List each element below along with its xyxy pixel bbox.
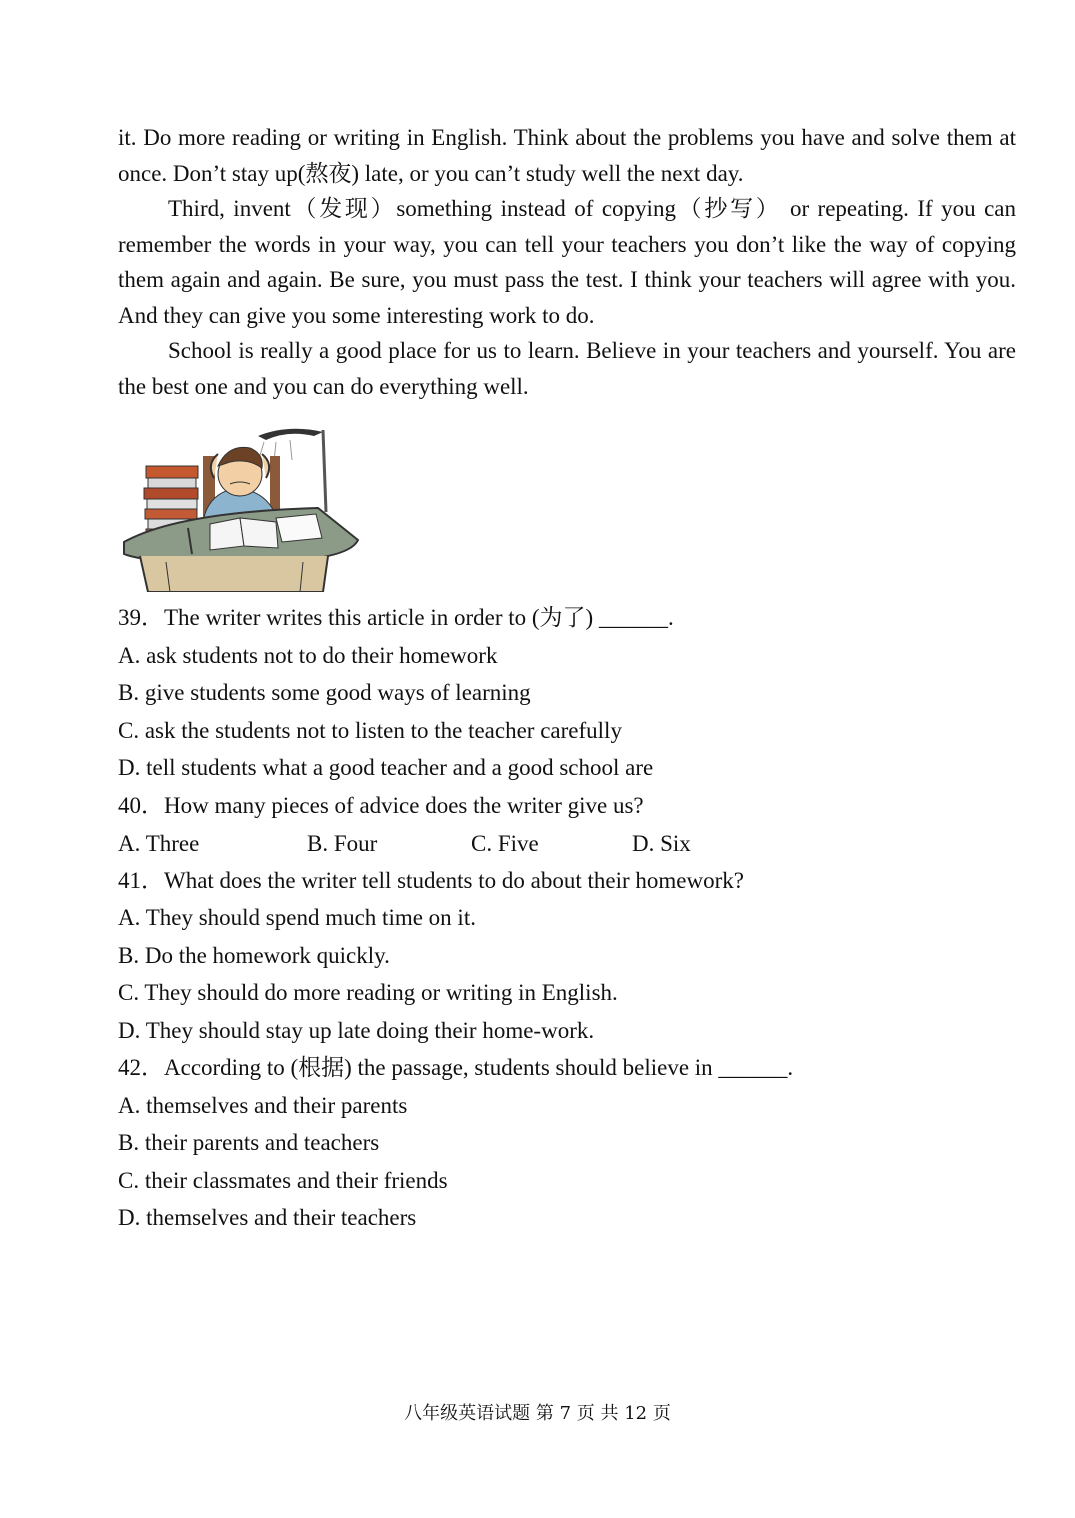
question-40-option-c: C. Five (471, 831, 539, 856)
question-41: 41．What does the writer tell students to do about their homework? (118, 868, 744, 893)
student-studying-illustration (118, 422, 363, 592)
passage-paragraph-2 (118, 191, 1016, 333)
question-41-option-d: D. They should stay up late doing their home-work. (118, 1018, 595, 1043)
question-39: 39．The writer writes this article in order to (为了) ______. (118, 605, 674, 630)
question-39-option-d: D. tell students what a good teacher and a good school are (118, 755, 654, 780)
question-42: 42．According to (根据) the passage, students should believe in ______. (118, 1055, 794, 1080)
page-footer: 八年级英语试题 第 7 页 共 12 页 (404, 1403, 671, 1424)
question-42-option-b: B. their parents and teachers (118, 1130, 380, 1155)
passage-paragraph-3 (118, 333, 1016, 404)
question-40-option-b: B. Four (307, 831, 378, 856)
question-40-option-a: A. Three (118, 831, 200, 856)
question-41-option-a: A. They should spend much time on it. (118, 905, 476, 930)
passage-paragraph-2-text: Third, invent（发现）something instead of copying（抄写） or repeating. If you can remember the words in your way, you can tell your teachers you don’t like the way of copying them again and again. Be sure, you must pass the test. I think your teachers will agree with you. And they can give you some interesting work to do. (118, 196, 1016, 328)
question-39-option-c: C. ask the students not to listen to the teacher carefully (118, 718, 622, 743)
passage-paragraph-3-text: School is really a good place for us to learn. Believe in your teachers and yourself. You are the best one and you can do everything well. (118, 338, 1016, 399)
question-39-option-a: A. ask students not to do their homework (118, 643, 498, 668)
question-40-options (118, 829, 818, 859)
question-42-option-d: D. themselves and their teachers (118, 1205, 417, 1230)
passage-paragraph-1: it. Do more reading or writing in English. Think about the problems you have and solve them at once. Don’t stay up(熬夜) late, or you can’t study well the next day. (118, 125, 1016, 186)
question-42-option-c: C. their classmates and their friends (118, 1168, 448, 1193)
question-41-option-b: B. Do the homework quickly. (118, 943, 390, 968)
question-40: 40．How many pieces of advice does the writer give us? (118, 793, 644, 818)
question-41-option-c: C. They should do more reading or writing in English. (118, 980, 618, 1005)
question-39-option-b: B. give students some good ways of learning (118, 680, 531, 705)
question-42-option-a: A. themselves and their parents (118, 1093, 408, 1118)
question-40-option-d: D. Six (632, 831, 691, 856)
